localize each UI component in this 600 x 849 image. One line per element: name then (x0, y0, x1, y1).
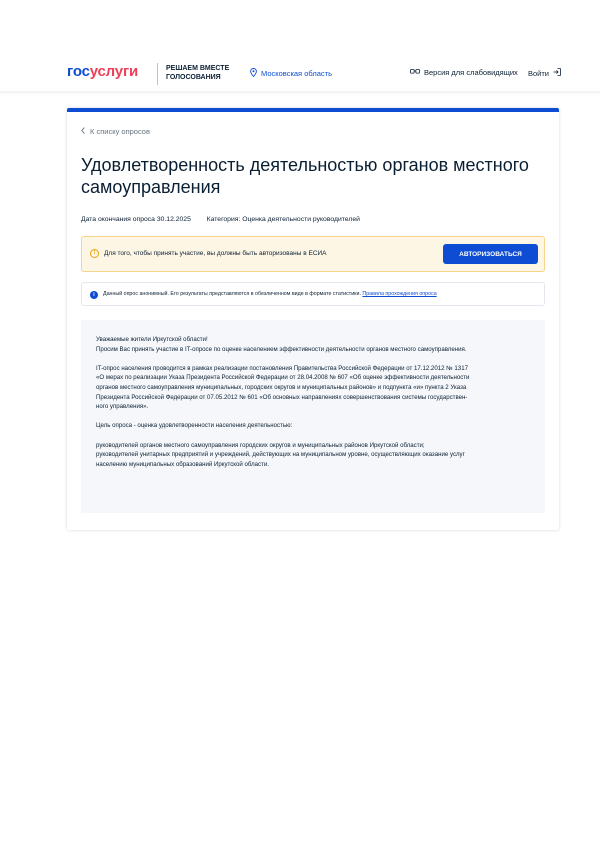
authorize-button[interactable]: АВТОРИЗОВАТЬСЯ (443, 244, 538, 264)
description-line: руководителей унитарных предприятий и учреждений, действующих на муниципальном уровне, осуществляющих оказание услуг (96, 451, 465, 459)
survey-meta (81, 216, 360, 223)
anonymous-info-banner (81, 282, 545, 306)
category-label: Категория: (206, 216, 241, 223)
description-line: руководителей органов местного самоуправления городских округов и муниципальных районов Иркутской области; (96, 441, 425, 449)
end-date-value: 30.12.2025 (156, 216, 191, 223)
back-label: К списку опросов (90, 127, 150, 136)
description-line: ного управления». (96, 403, 149, 411)
description-line: Просим Вас принять участие в IT-опросе по оценке населением эффективности деятельности органов местного самоуправления. (96, 345, 467, 353)
region-selector[interactable] (250, 68, 332, 79)
survey-description (81, 320, 545, 513)
warning-icon: ! (90, 249, 99, 258)
info-icon: i (90, 291, 98, 299)
survey-card (67, 108, 559, 530)
gosuslugi-logo[interactable]: госуслуги (67, 63, 139, 80)
slogan: РЕШАЕМ ВМЕСТЕ ГОЛОСОВАНИЯ (166, 65, 230, 81)
accessibility-link[interactable] (410, 68, 518, 77)
description-line: «О мерах по реализации Указа Президента Российской Федерации от 28.04.2008 № 607 «Об оценке эффективности деятельности (96, 374, 470, 382)
header-shadow (0, 91, 600, 95)
location-pin-icon (250, 68, 257, 79)
description-line: органов местного самоуправления муниципальных, городских округов и муниципальных районов» и подпункта «и» пункта 2 Указа (96, 383, 467, 391)
end-date-label: Дата окончания опроса (81, 216, 155, 223)
survey-rules-link[interactable]: Правила прохождения опроса (362, 291, 437, 297)
chevron-left-icon (81, 127, 85, 136)
info-text-line (103, 291, 437, 297)
description-line: населению муниципальных образований Иркутской области. (96, 460, 269, 468)
glasses-icon (410, 68, 420, 77)
back-to-surveys-link[interactable] (81, 127, 150, 136)
description-line: Цель опроса - оценка удовлетворенности населения деятельностью: (96, 422, 293, 430)
description-line: Президента Российской Федерации от 07.05.2012 № 601 «Об основных направлениях совершенствования системы государствен- (96, 393, 468, 401)
accessibility-label: Версия для слабовидящих (424, 68, 518, 77)
description-line: IT-опрос населения проводится в рамках реализации постановления Правительства Российской Федерации от 17.12.2012 № 1317 (96, 364, 468, 372)
auth-warning-banner (81, 236, 545, 272)
card-accent-bar (67, 108, 559, 112)
description-line: Уважаемые жители Иркутской области! (96, 336, 208, 343)
login-label: Войти (528, 68, 549, 78)
login-icon (553, 68, 561, 78)
region-label: Московская область (261, 69, 332, 78)
logo-divider (157, 63, 158, 85)
info-text: Данный опрос анонимный. Его результаты представляются в обезличенном виде в формате статистики. (103, 291, 361, 297)
warning-text: Для того, чтобы принять участие, вы должны быть авторизованы в ЕСИА (104, 250, 327, 257)
page-title: Удовлетворенность деятельностью органов местного самоуправления (81, 155, 529, 197)
login-button[interactable] (528, 68, 561, 78)
category-value: Оценка деятельности руководителей (242, 216, 360, 223)
site-header (0, 0, 600, 92)
